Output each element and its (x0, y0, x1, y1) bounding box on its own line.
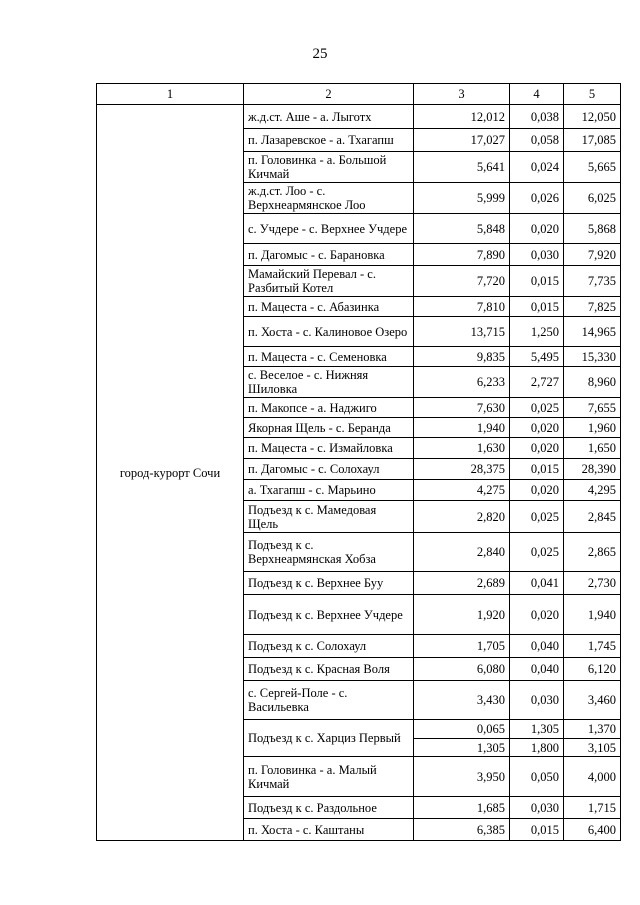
route-cell: п. Мацеста - с. Измайловка (244, 438, 414, 459)
value-cell: 6,233 (414, 367, 510, 398)
value-cell: 1,715 (564, 797, 621, 819)
route-cell: п. Лазаревское - а. Тхагапш (244, 129, 414, 152)
value-cell: 1,940 (414, 418, 510, 438)
value-cell: 6,080 (414, 658, 510, 681)
route-cell: Подъезд к с. Мамедовая Щель (244, 501, 414, 533)
value-cell: 7,810 (414, 297, 510, 317)
value-cell: 0,041 (510, 572, 564, 595)
value-cell: 8,960 (564, 367, 621, 398)
route-cell: п. Хоста - с. Калиновое Озеро (244, 317, 414, 347)
value-cell: 0,030 (510, 244, 564, 266)
route-cell: с. Веселое - с. Нижняя Шиловка (244, 367, 414, 398)
route-cell: Якорная Щель - с. Беранда (244, 418, 414, 438)
value-cell: 0,020 (510, 418, 564, 438)
page-number: 25 (312, 46, 328, 62)
route-cell: п. Макопсе - а. Наджиго (244, 398, 414, 418)
value-cell: 0,025 (510, 533, 564, 572)
value-cell: 1,630 (414, 438, 510, 459)
value-cell: 3,105 (564, 739, 621, 757)
value-cell: 17,027 (414, 129, 510, 152)
value-cell: 1,920 (414, 595, 510, 635)
value-cell: 0,015 (510, 819, 564, 841)
value-cell: 5,868 (564, 214, 621, 244)
value-cell: 7,630 (414, 398, 510, 418)
value-cell: 0,030 (510, 681, 564, 720)
value-cell: 4,295 (564, 480, 621, 501)
route-cell: с. Сергей-Поле - с. Васильевка (244, 681, 414, 720)
value-cell: 2,865 (564, 533, 621, 572)
column-header: 4 (510, 84, 564, 105)
value-cell: 2,845 (564, 501, 621, 533)
value-cell: 7,655 (564, 398, 621, 418)
value-cell: 1,305 (510, 720, 564, 739)
route-cell: Подъезд к с. Раздольное (244, 797, 414, 819)
value-cell: 0,020 (510, 214, 564, 244)
value-cell: 1,745 (564, 635, 621, 658)
route-cell: Подъезд к с. Верхнее Учдере (244, 595, 414, 635)
column-header: 2 (244, 84, 414, 105)
value-cell: 0,020 (510, 595, 564, 635)
route-cell: п. Головинка - а. Большой Кичмай (244, 152, 414, 183)
route-cell: ж.д.ст. Аше - а. Лыготх (244, 105, 414, 129)
value-cell: 6,385 (414, 819, 510, 841)
route-cell: Подъезд к с. Харциз Первый (244, 720, 414, 757)
value-cell: 15,330 (564, 347, 621, 367)
value-cell: 2,689 (414, 572, 510, 595)
value-cell: 1,800 (510, 739, 564, 757)
route-cell: с. Учдере - с. Верхнее Учдере (244, 214, 414, 244)
value-cell: 17,085 (564, 129, 621, 152)
value-cell: 7,735 (564, 266, 621, 297)
value-cell: 0,025 (510, 501, 564, 533)
value-cell: 7,825 (564, 297, 621, 317)
route-cell: Мамайский Перевал - с. Разбитый Котел (244, 266, 414, 297)
value-cell: 12,050 (564, 105, 621, 129)
value-cell: 7,720 (414, 266, 510, 297)
value-cell: 5,665 (564, 152, 621, 183)
value-cell: 0,025 (510, 398, 564, 418)
value-cell: 5,848 (414, 214, 510, 244)
value-cell: 28,390 (564, 459, 621, 480)
value-cell: 3,430 (414, 681, 510, 720)
value-cell: 0,020 (510, 438, 564, 459)
value-cell: 0,015 (510, 266, 564, 297)
value-cell: 6,400 (564, 819, 621, 841)
value-cell: 2,820 (414, 501, 510, 533)
value-cell: 0,015 (510, 459, 564, 480)
region-cell: город-курорт Сочи (97, 105, 244, 841)
value-cell: 28,375 (414, 459, 510, 480)
value-cell: 2,840 (414, 533, 510, 572)
value-cell: 0,050 (510, 757, 564, 797)
route-cell: а. Тхагапш - с. Марьино (244, 480, 414, 501)
value-cell: 0,030 (510, 797, 564, 819)
value-cell: 6,025 (564, 183, 621, 214)
value-cell: 4,000 (564, 757, 621, 797)
value-cell: 7,890 (414, 244, 510, 266)
value-cell: 14,965 (564, 317, 621, 347)
value-cell: 1,960 (564, 418, 621, 438)
value-cell: 1,650 (564, 438, 621, 459)
value-cell: 1,940 (564, 595, 621, 635)
value-cell: 5,999 (414, 183, 510, 214)
value-cell: 0,026 (510, 183, 564, 214)
value-cell: 4,275 (414, 480, 510, 501)
table-row (97, 105, 621, 129)
value-cell: 0,065 (414, 720, 510, 739)
value-cell: 0,058 (510, 129, 564, 152)
value-cell: 6,120 (564, 658, 621, 681)
column-header: 5 (564, 84, 621, 105)
data-table (96, 83, 621, 841)
value-cell: 0,024 (510, 152, 564, 183)
value-cell: 5,641 (414, 152, 510, 183)
value-cell: 1,305 (414, 739, 510, 757)
route-cell: п. Мацеста - с. Абазинка (244, 297, 414, 317)
value-cell: 0,020 (510, 480, 564, 501)
value-cell: 3,460 (564, 681, 621, 720)
value-cell: 1,685 (414, 797, 510, 819)
route-cell: ж.д.ст. Лоо - с. Верхнеармянское Лоо (244, 183, 414, 214)
value-cell: 12,012 (414, 105, 510, 129)
value-cell: 2,727 (510, 367, 564, 398)
route-cell: Подъезд к с. Верхнее Буу (244, 572, 414, 595)
route-cell: Подъезд к с. Верхнеармянская Хобза (244, 533, 414, 572)
route-cell: п. Хоста - с. Каштаны (244, 819, 414, 841)
value-cell: 13,715 (414, 317, 510, 347)
value-cell: 1,370 (564, 720, 621, 739)
route-cell: Подъезд к с. Солохаул (244, 635, 414, 658)
value-cell: 0,040 (510, 635, 564, 658)
value-cell: 5,495 (510, 347, 564, 367)
column-header: 3 (414, 84, 510, 105)
route-cell: п. Дагомыс - с. Барановка (244, 244, 414, 266)
route-cell: п. Головинка - а. Малый Кичмай (244, 757, 414, 797)
header-row (97, 84, 621, 105)
value-cell: 0,040 (510, 658, 564, 681)
value-cell: 2,730 (564, 572, 621, 595)
route-cell: п. Дагомыс - с. Солохаул (244, 459, 414, 480)
value-cell: 3,950 (414, 757, 510, 797)
value-cell: 7,920 (564, 244, 621, 266)
value-cell: 9,835 (414, 347, 510, 367)
column-header: 1 (97, 84, 244, 105)
value-cell: 1,250 (510, 317, 564, 347)
route-cell: Подъезд к с. Красная Воля (244, 658, 414, 681)
value-cell: 1,705 (414, 635, 510, 658)
value-cell: 0,038 (510, 105, 564, 129)
route-cell: п. Мацеста - с. Семеновка (244, 347, 414, 367)
value-cell: 0,015 (510, 297, 564, 317)
